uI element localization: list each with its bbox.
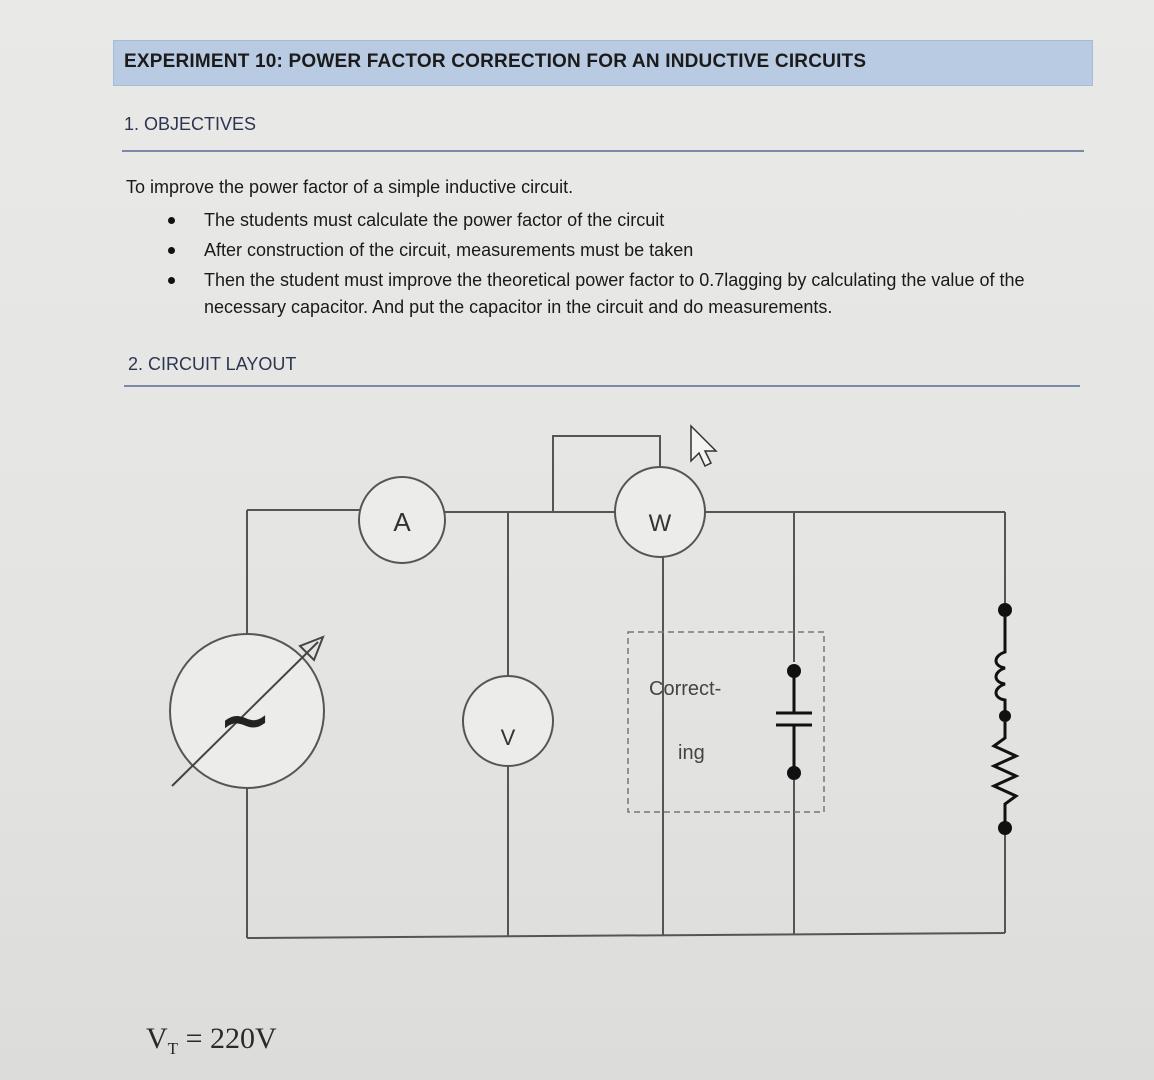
wattmeter [615,467,705,557]
ammeter-label: A [393,507,411,537]
document-title: EXPERIMENT 10: POWER FACTOR CORRECTION FOR AN INDUCTIVE CIRCUITS [124,51,867,72]
mouse-cursor-icon [691,426,716,466]
objectives-heading: 1. OBJECTIVES [124,114,257,134]
capacitor-icon [776,664,812,780]
circuit-layout-heading: 2. CIRCUIT LAYOUT [128,354,297,374]
resistor-icon [994,722,1016,822]
voltmeter [463,676,553,766]
voltage-symbol: V [146,1022,168,1055]
sine-wave-icon: ~ [218,684,272,758]
ammeter [359,477,445,563]
bullet-text: After construction of the circuit, measurements must be taken [204,240,694,260]
inductor-coil-icon [996,617,1005,712]
objectives-intro: To improve the power factor of a simple inductive circuit. [126,177,574,197]
voltage-label [146,1022,277,1059]
inductive-load-icon [994,603,1016,835]
voltmeter-circle [463,676,553,766]
bullet-text: Then the student must improve the theoretical power factor to 0.7lagging by calculating the value of the necessary capacitor. And put the capacitor in the circuit and do measurements. [204,270,1025,317]
correcting-label-line2: ing [678,742,705,764]
voltmeter-label: V [500,725,516,750]
wire-bottom [247,933,1005,938]
load-junction [999,710,1011,722]
bullet-text: The students must calculate the power factor of the circuit [204,210,665,230]
voltage-value: = 220V [185,1022,277,1055]
ac-source [170,634,324,788]
correcting-label-line1: Correct- [649,678,722,700]
load-terminal-top [998,603,1012,617]
capacitor-terminal-bottom [787,766,801,780]
load-terminal-bottom [998,821,1012,835]
wattmeter-label: W [648,510,672,537]
voltage-subscript: T [167,1039,179,1058]
